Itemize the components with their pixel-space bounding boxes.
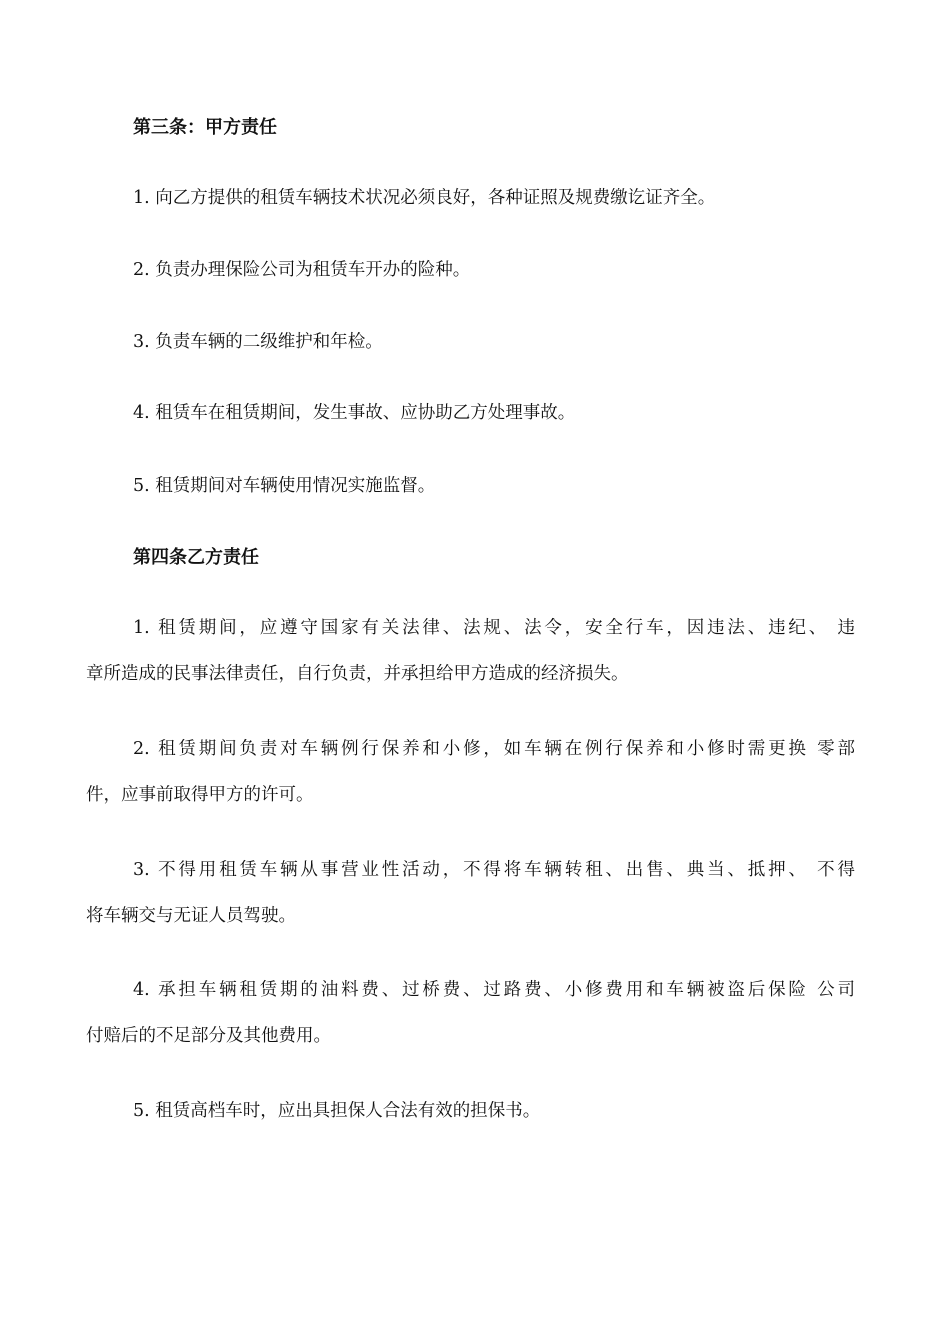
clause-item: 2. 负责办理保险公司为租赁车开办的险种。 [133,260,471,280]
clause-item-line: 4. 承担车辆租赁期的油料费、过桥费、过路费、小修费用和车辆被盗后保险 公司 [133,980,855,1000]
clause-item: 4. 租赁车在租赁期间，发生事故、应协助乙方处理事故。 [133,403,576,423]
clause-item-line: 2. 租赁期间负责对车辆例行保养和小修，如车辆在例行保养和小修时需更换 零部 [133,739,855,759]
clause-item: 3. 负责车辆的二级维护和年检。 [133,332,383,352]
clause-item-continuation: 付赔后的不足部分及其他费用。 [86,1026,331,1046]
clause-item: 5. 租赁期间对车辆使用情况实施监督。 [133,476,436,496]
clause-item-continuation: 将车辆交与无证人员驾驶。 [86,906,296,926]
clause-item-line: 3. 不得用租赁车辆从事营业性活动，不得将车辆转租、出售、典当、抵押、 不得 [133,860,855,880]
clause-item-continuation: 章所造成的民事法律责任，自行负责，并承担给甲方造成的经济损失。 [86,664,629,684]
clause-item-continuation: 件，应事前取得甲方的许可。 [86,785,314,805]
clause-item: 1. 向乙方提供的租赁车辆技术状况必须良好，各种证照及规费缴讫证齐全。 [133,188,716,208]
clause-item-line: 1. 租赁期间，应遵守国家有关法律、法规、法令，安全行车，因违法、违纪、 违 [133,618,855,638]
section-heading: 第四条乙方责任 [133,547,259,568]
clause-item: 5. 租赁高档车时，应出具担保人合法有效的担保书。 [133,1101,541,1121]
section-heading: 第三条：甲方责任 [133,117,277,138]
